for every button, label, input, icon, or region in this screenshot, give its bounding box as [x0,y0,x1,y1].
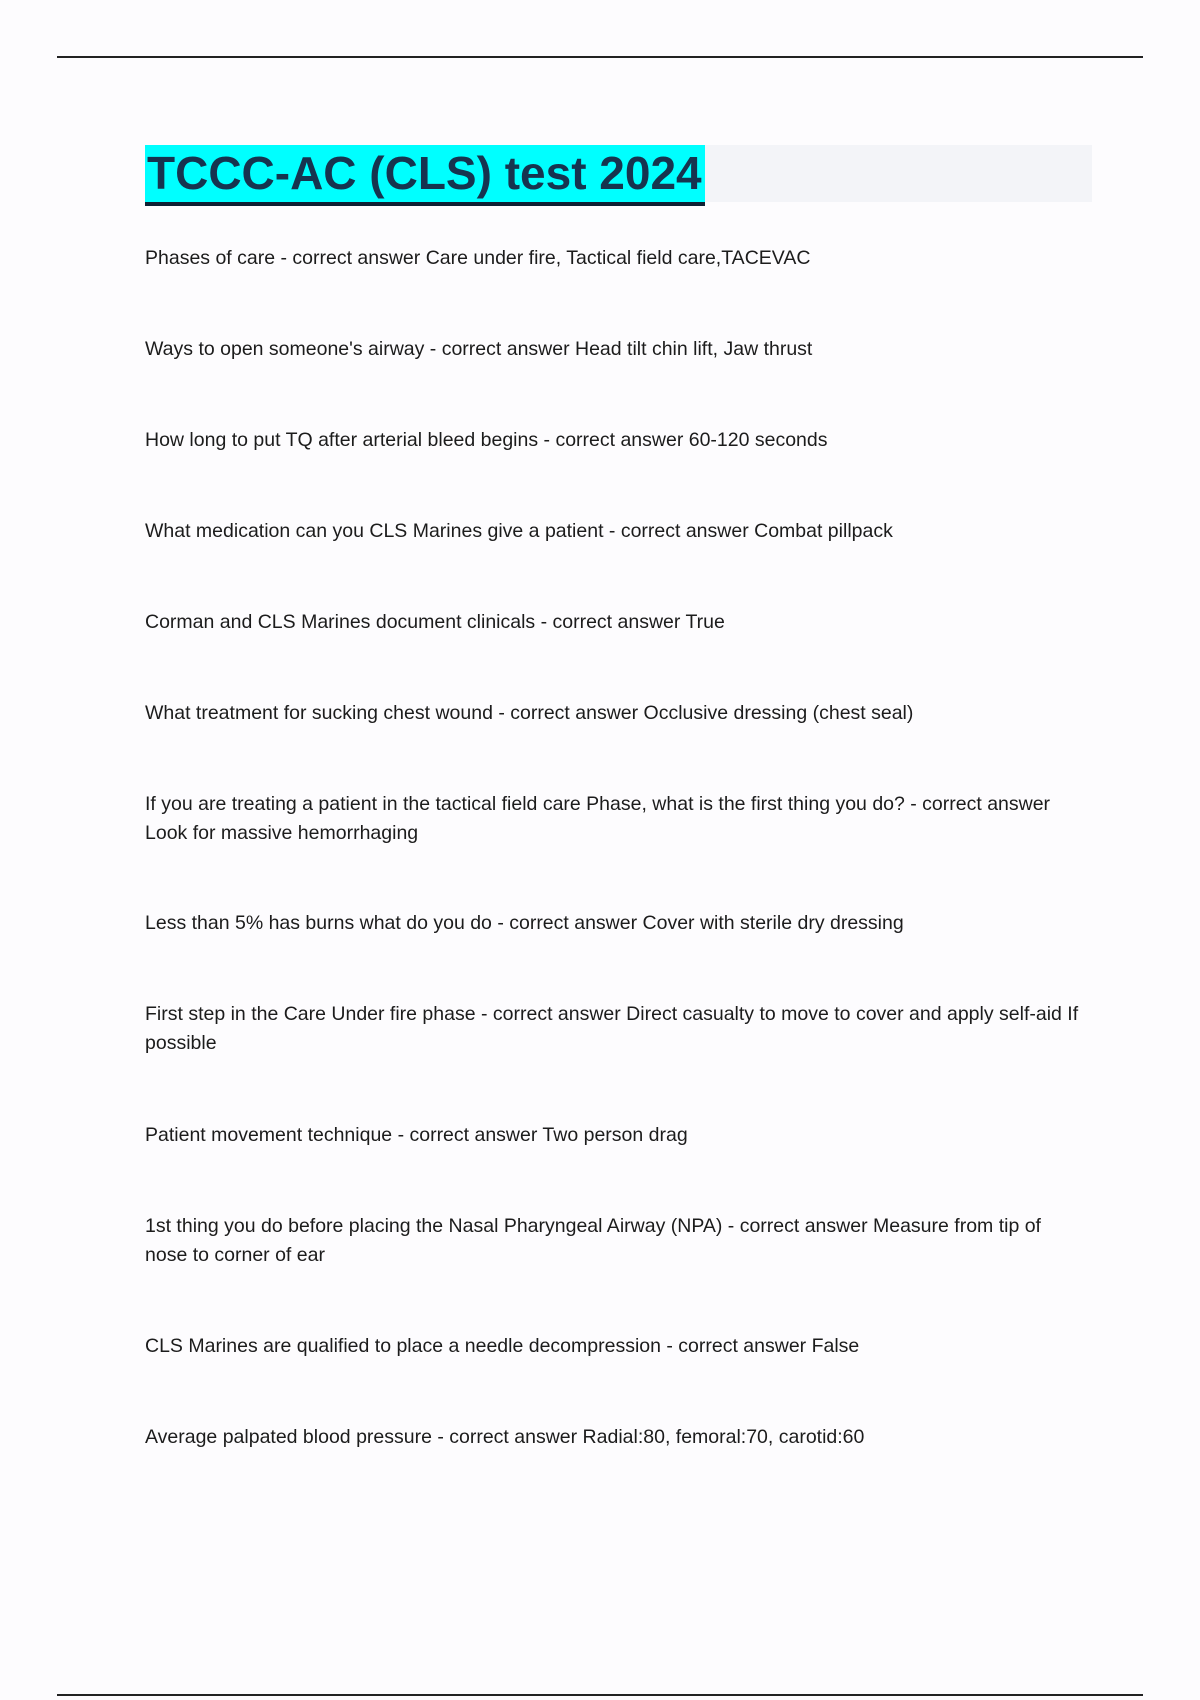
qa-item: Average palpated blood pressure - correct answer Radial:80, femoral:70, carotid:60 [145,1426,865,1448]
qa-item: What treatment for sucking chest wound - correct answer Occlusive dressing (chest seal) [145,702,914,724]
qa-item: CLS Marines are qualified to place a needle decompression - correct answer False [145,1335,860,1357]
qa-item: Ways to open someone's airway - correct answer Head tilt chin lift, Jaw thrust [145,338,813,360]
document-title: TCCC-AC (CLS) test 2024 [145,145,705,206]
qa-item: If you are treating a patient in the tactical field care Phase, what is the first thing you do? - correct answer Look for massive hemorrhaging [145,793,1051,844]
qa-item: First step in the Care Under fire phase - correct answer Direct casualty to move to cover and apply self-aid If possible [145,1003,1079,1054]
qa-item: How long to put TQ after arterial bleed begins - correct answer 60-120 seconds [145,429,828,451]
qa-item: What medication can you CLS Marines give a patient - correct answer Combat pillpack [145,520,893,542]
qa-item: Phases of care - correct answer Care under fire, Tactical field care,TACEVAC [145,247,811,269]
qa-item: Patient movement technique - correct answer Two person drag [145,1124,688,1146]
qa-item: 1st thing you do before placing the Nasal Pharyngeal Airway (NPA) - correct answer Measure from tip of nose to corner of ear [145,1215,1041,1266]
qa-item: Less than 5% has burns what do you do - correct answer Cover with sterile dry dressing [145,912,904,934]
bottom-rule [57,1694,1143,1696]
top-rule [57,56,1143,58]
qa-item: Corman and CLS Marines document clinicals - correct answer True [145,611,725,633]
